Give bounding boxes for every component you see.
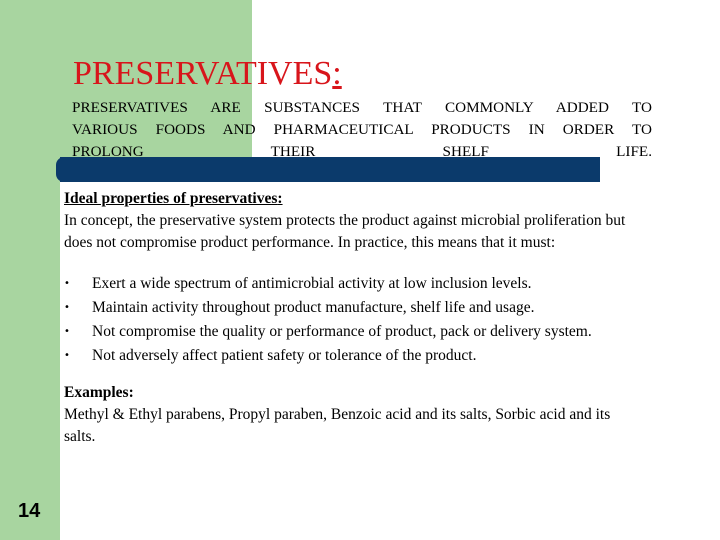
ideal-properties-heading bbox=[64, 188, 644, 210]
bullet-icon: • bbox=[64, 326, 70, 337]
slide-title bbox=[73, 54, 342, 94]
ideal-properties-heading-text: Ideal properties of preservatives bbox=[64, 190, 278, 207]
bullet-icon: • bbox=[64, 278, 70, 289]
list-item-text: Not adversely affect patient safety or tolerance of the product. bbox=[92, 347, 477, 364]
definition-text bbox=[72, 97, 652, 163]
examples-heading: Examples: bbox=[64, 384, 134, 401]
properties-list bbox=[64, 274, 644, 366]
slide-title-text: PRESERVATIVES bbox=[73, 55, 333, 92]
bullet-icon: • bbox=[64, 350, 70, 361]
list-item bbox=[64, 322, 644, 342]
list-item-text: Maintain activity throughout product manufacture, shelf life and usage. bbox=[92, 299, 535, 316]
slide-title-colon: : bbox=[332, 55, 342, 92]
list-item-text: Exert a wide spectrum of antimicrobial activity at low inclusion levels. bbox=[92, 275, 532, 292]
page-number: 14 bbox=[18, 500, 41, 522]
examples-section bbox=[64, 382, 644, 448]
definition-line-2: VARIOUS FOODS AND PHARMACEUTICAL PRODUCTS IN ORDER TO bbox=[72, 121, 652, 138]
list-item bbox=[64, 298, 644, 318]
list-item-text: Not compromise the quality or performance of product, pack or delivery system. bbox=[92, 323, 592, 340]
examples-text: Methyl & Ethyl parabens, Propyl paraben, Benzoic acid and its salts, Sorbic acid and its salts. bbox=[64, 406, 611, 445]
ideal-properties-heading-colon: : bbox=[277, 190, 283, 207]
bullet-icon: • bbox=[64, 302, 70, 313]
slide-body bbox=[64, 188, 644, 448]
list-item bbox=[64, 274, 644, 294]
definition-line-1: PRESERVATIVES ARE SUBSTANCES THAT COMMONLY ADDED TO bbox=[72, 99, 652, 116]
list-item bbox=[64, 346, 644, 366]
left-accent-band bbox=[0, 0, 60, 540]
ideal-properties-intro: In concept, the preservative system protects the product against microbial proliferation but does not compromise product performance. In practice, this means that it must: bbox=[64, 212, 626, 251]
definition-line-3: PROLONG THEIR SHELF LIFE. bbox=[72, 143, 652, 160]
